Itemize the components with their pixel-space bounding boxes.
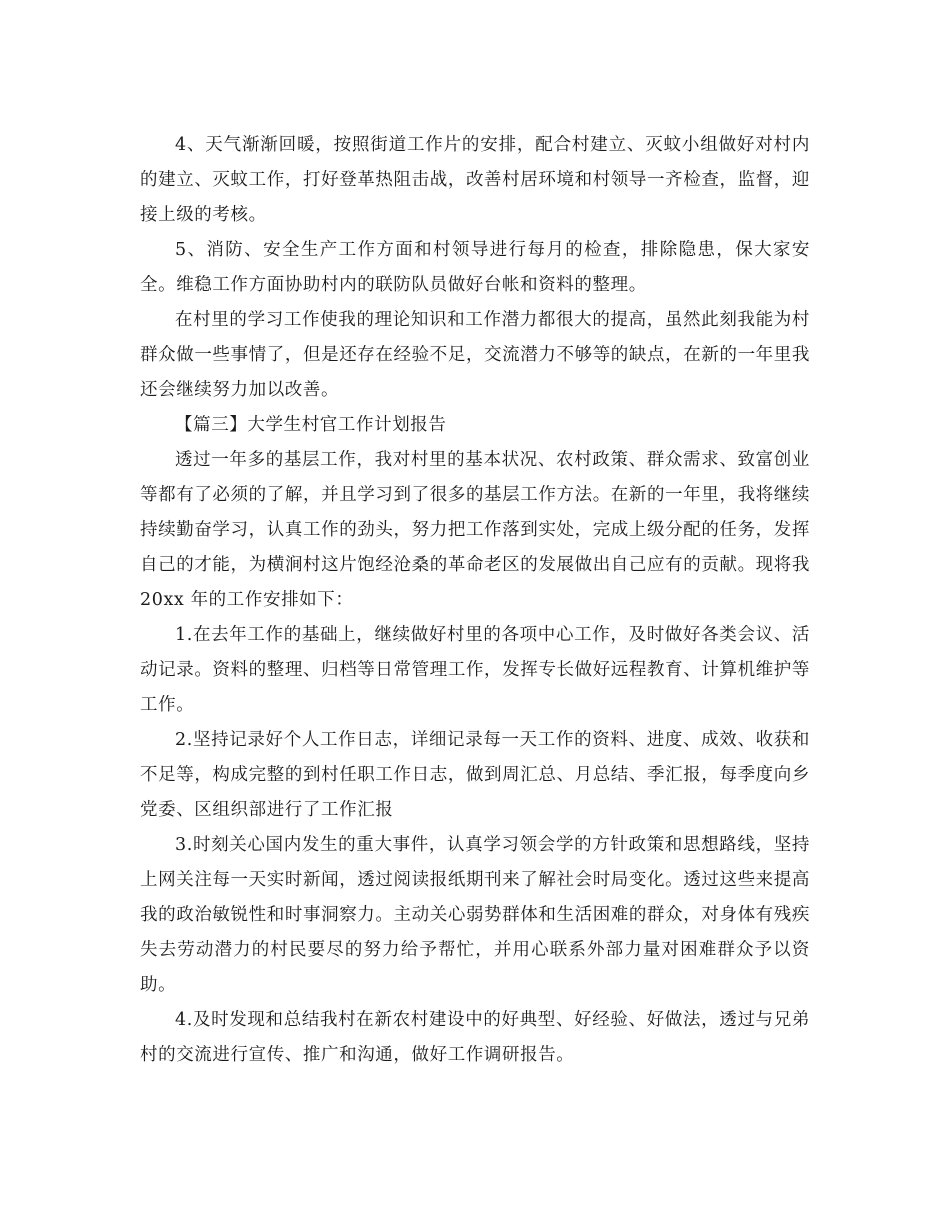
paragraph-item-5: 5、消防、安全生产工作方面和村领导进行每月的检查，排除隐患，保大家安全。维稳工作方面协助村内的联防队员做好台帐和资料的整理。 xyxy=(140,240,810,295)
paragraph-plan-2: 2.坚持记录好个人工作日志，详细记录每一天工作的资料、进度、成效、收获和不足等，构成完整的到村任职工作日志，做到周汇总、月总结、季汇报，每季度向乡党委、区组织部进行了工作汇报 xyxy=(140,730,810,820)
document-body xyxy=(140,128,810,1073)
paragraph-intro: 透过一年多的基层工作，我对村里的基本状况、农村政策、群众需求、致富创业等都有了必须的了解，并且学习到了很多的基层工作方法。在新的一年里，我将继续持续勤奋学习，认真工作的劲头，努力把工作落到实处，完成上级分配的任务，发挥自己的才能，为横涧村这片饱经沧桑的革命老区的发展做出自己应有的贡献。现将我 20xx 年的工作安排如下： xyxy=(140,450,810,610)
paragraph-item-4: 4、天气渐渐回暖，按照街道工作片的安排，配合村建立、灭蚊小组做好对村内的建立、灭蚊工作，打好登革热阻击战，改善村居环境和村领导一齐检查，监督，迎接上级的考核。 xyxy=(140,135,810,225)
paragraph-summary: 在村里的学习工作使我的理论知识和工作潜力都很大的提高，虽然此刻我能为村群众做一些事情了，但是还存在经验不足，交流潜力不够等的缺点，在新的一年里我还会继续努力加以改善。 xyxy=(140,310,810,400)
paragraph-plan-1: 1.在去年工作的基础上，继续做好村里的各项中心工作，及时做好各类会议、活动记录。资料的整理、归档等日常管理工作，发挥专长做好远程教育、计算机维护等工作。 xyxy=(140,625,810,715)
paragraph-plan-4: 4.及时发现和总结我村在新农村建设中的好典型、好经验、好做法，透过与兄弟村的交流进行宣传、推广和沟通，做好工作调研报告。 xyxy=(140,1010,810,1065)
paragraph-plan-3: 3.时刻关心国内发生的重大事件，认真学习领会学的方针政策和思想路线，坚持上网关注每一天实时新闻，透过阅读报纸期刊来了解社会时局变化。透过这些来提高我的政治敏锐性和时事洞察力。主动关心弱势群体和生活困难的群众，对身体有残疾失去劳动潜力的村民要尽的努力给予帮忙，并用心联系外部力量对困难群众予以资助。 xyxy=(140,835,810,995)
section-heading: 【篇三】大学生村官工作计划报告 xyxy=(175,415,447,435)
